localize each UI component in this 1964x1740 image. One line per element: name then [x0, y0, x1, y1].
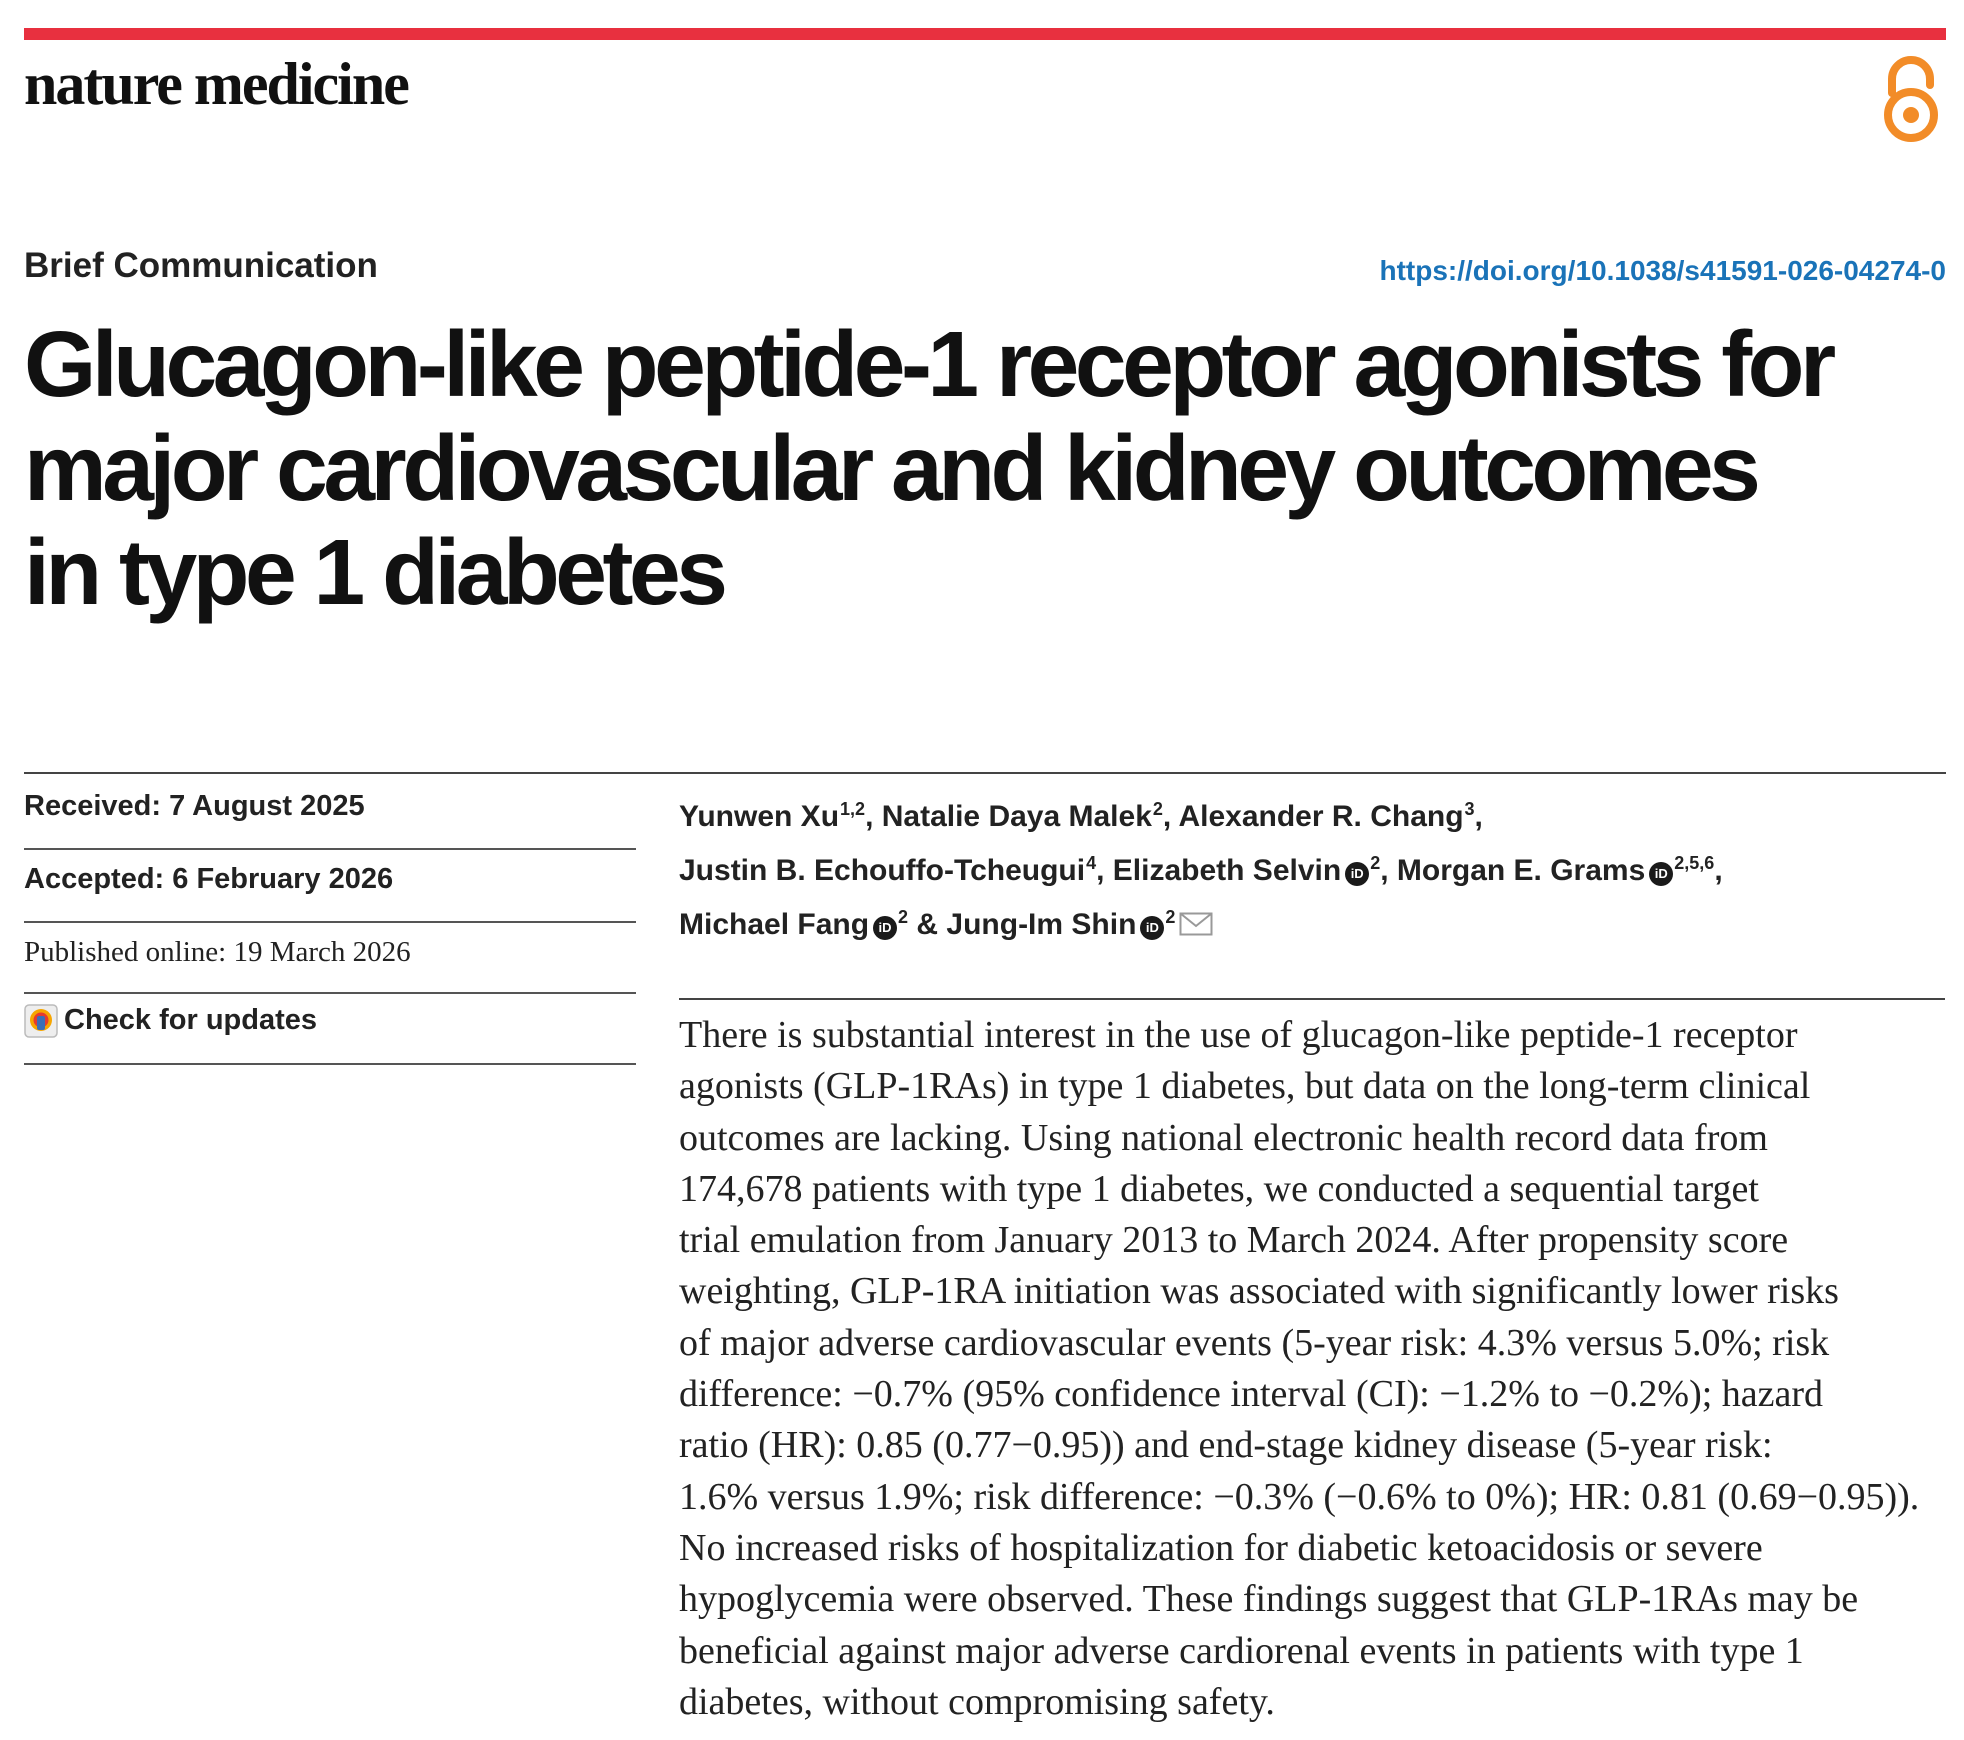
abstract-line: No increased risks of hospitalization for diabetic ketoacidosis or severe	[679, 1526, 1763, 1569]
check-updates-label: Check for updates	[64, 1004, 317, 1036]
affiliation: 3	[1464, 799, 1475, 819]
abstract-line: 174,678 patients with type 1 diabetes, we conducted a sequential target	[679, 1167, 1759, 1210]
author-name[interactable]: Natalie Daya Malek	[881, 800, 1152, 833]
affiliation: 2	[1370, 853, 1381, 873]
abstract-line: hypoglycemia were observed. These findings suggest that GLP-1RAs may be	[679, 1578, 1859, 1621]
article-title	[24, 312, 1944, 624]
journal-accent-bar	[24, 28, 1946, 40]
orcid-icon[interactable]: iD	[1649, 862, 1673, 886]
author-name[interactable]: Michael Fang	[679, 908, 870, 941]
divider	[24, 848, 636, 850]
published-date: Published online: 19 March 2026	[24, 936, 411, 968]
divider	[24, 1063, 636, 1065]
check-for-updates-button[interactable]	[24, 1004, 634, 1038]
author-list: Yunwen Xu$^{1,2}$, Natalie Daya Malek$^2$, Alexander R. Chang$^3$, Justin B. Echouffo-Tcheugui$^4$, Elizabeth Selvin $iD^2$, Morgan E. Grams iD$^{2,5,6}$, Michael Fang $iD^2$ & Jung-Im Shin $iD^2$	[679, 799, 1723, 941]
email-icon[interactable]	[1179, 912, 1213, 936]
author-name[interactable]: Morgan E. Grams	[1396, 854, 1646, 887]
affiliation: 2	[898, 907, 909, 927]
received-date: Received: 7 August 2025	[24, 790, 365, 822]
affiliation: 1,2	[840, 799, 866, 819]
author-name[interactable]: Jung-Im Shin	[946, 908, 1137, 941]
author-name[interactable]: Elizabeth Selvin	[1112, 854, 1342, 887]
affiliation: 2	[1165, 907, 1176, 927]
abstract-line: difference: −0.7% (95% confidence interval (CI): −1.2% to −0.2%); hazard	[679, 1373, 1824, 1416]
open-access-icon	[1878, 55, 1944, 145]
orcid-icon[interactable]: iD	[873, 916, 897, 940]
author-name[interactable]: Alexander R. Chang	[1178, 800, 1464, 833]
divider	[24, 772, 1946, 774]
author-name[interactable]: Justin B. Echouffo-Tcheugui	[679, 854, 1086, 887]
abstract-line: of major adverse cardiovascular events (5-year risk: 4.3% versus 5.0%; risk	[679, 1321, 1830, 1364]
abstract-line: outcomes are lacking. Using national electronic health record data from	[679, 1116, 1768, 1159]
abstract-line: agonists (GLP-1RAs) in type 1 diabetes, but data on the long-term clinical	[679, 1065, 1811, 1108]
affiliation: 2	[1152, 799, 1163, 819]
abstract	[679, 1010, 1949, 1728]
divider	[679, 998, 1945, 1000]
orcid-icon[interactable]: iD	[1140, 916, 1164, 940]
title-line: Glucagon-like peptide-1 receptor agonists for	[24, 312, 1832, 416]
abstract-line: trial emulation from January 2013 to March 2024. After propensity score	[679, 1219, 1789, 1262]
article-type: Brief Communication	[24, 246, 378, 285]
abstract-line: 1.6% versus 1.9%; risk difference: −0.3% (−0.6% to 0%); HR: 0.81 (0.69−0.95)).	[679, 1475, 1920, 1518]
author-name[interactable]: Yunwen Xu	[679, 800, 840, 833]
journal-name[interactable]: nature medicine	[24, 51, 408, 117]
abstract-line: ratio (HR): 0.85 (0.77−0.95)) and end-stage kidney disease (5-year risk:	[679, 1424, 1773, 1467]
abstract-line: beneficial against major adverse cardiorenal events in patients with type 1	[679, 1629, 1804, 1672]
abstract-line: weighting, GLP-1RA initiation was associated with significantly lower risks	[679, 1270, 1839, 1313]
orcid-icon[interactable]: iD	[1345, 862, 1369, 886]
abstract-line: There is substantial interest in the use of glucagon-like peptide-1 receptor	[679, 1014, 1798, 1056]
affiliation: 2,5,6	[1674, 853, 1715, 873]
accepted-date: Accepted: 6 February 2026	[24, 863, 394, 895]
title-line: in type 1 diabetes	[24, 520, 724, 624]
divider	[24, 921, 636, 923]
abstract-line: diabetes, without compromising safety.	[679, 1680, 1275, 1723]
affiliation: 4	[1086, 853, 1097, 873]
title-line: major cardiovascular and kidney outcomes	[24, 416, 1757, 520]
check-updates-icon	[24, 1004, 58, 1038]
doi-link[interactable]: https://doi.org/10.1038/s41591-026-04274-0	[1379, 255, 1946, 286]
divider	[24, 992, 636, 994]
